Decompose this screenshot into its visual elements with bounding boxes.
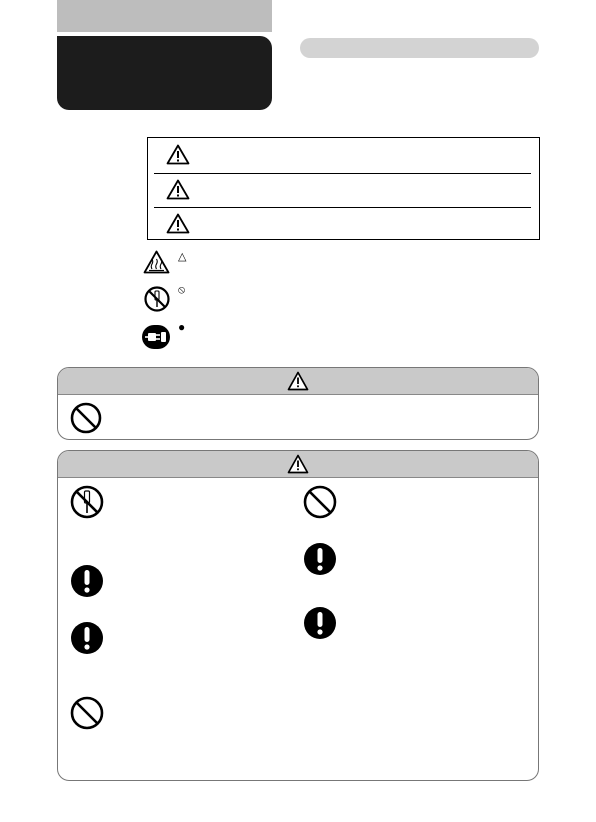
warning-triangle-icon [166, 179, 190, 200]
warning-triangle-icon [287, 371, 309, 391]
legend-row [148, 207, 539, 241]
hot-surface-warning-icon [143, 250, 170, 274]
section-tab [57, 0, 272, 32]
caution-marker: △ [178, 251, 187, 263]
mandatory-marker: ● [178, 320, 186, 334]
prohibition-icon [70, 402, 102, 434]
do-not-disassemble-icon [70, 485, 104, 519]
mandatory-action-icon [70, 621, 104, 655]
caution-panel-header [58, 451, 538, 478]
prohibition-marker: ⦸ [178, 284, 186, 296]
warning-triangle-icon [287, 454, 309, 474]
do-not-disassemble-icon [144, 286, 170, 312]
prohibition-icon [70, 696, 104, 730]
prohibition-icon [303, 485, 337, 519]
mandatory-action-icon [303, 542, 337, 576]
legend-row [148, 173, 539, 207]
mandatory-action-icon [303, 606, 337, 640]
subtitle-pill [300, 38, 539, 58]
warning-triangle-icon [166, 213, 190, 234]
caution-panel [57, 450, 539, 781]
legend-row [148, 138, 539, 172]
page-title-block [57, 36, 272, 110]
unplug-power-icon [141, 324, 171, 350]
warning-panel-header [58, 368, 538, 395]
warning-triangle-icon [166, 144, 190, 165]
signal-word-legend [147, 137, 540, 240]
warning-panel [57, 367, 539, 440]
mandatory-action-icon [70, 564, 104, 598]
